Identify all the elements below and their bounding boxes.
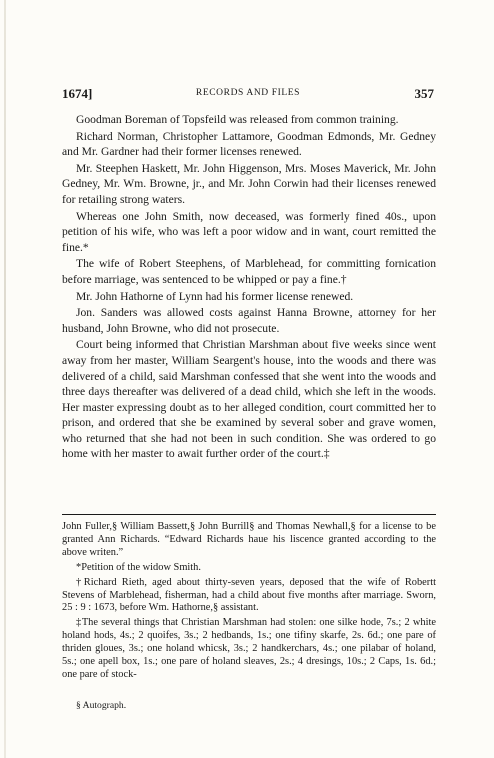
paragraph: Court being informed that Christian Marshman about five weeks since went away from her master, William Seargent's house, into the woods and there was delivered of a child, said Marshman confessed that she went into the woods and three days thereafter was delivered of a dead child, which she left in the woods. Her master expressing doubt as to her alleged condition, court committed her to prison, and ordered that she be examined by several sober and grave women, who returned that she had not been in such condition. She was ordered to go home with her master to await further order of the court.‡ (62, 338, 436, 461)
paragraph: Jon. Sanders was allowed costs against Hanna Browne, attorney for her husband, John Browne, who did not prosecute. (62, 306, 436, 335)
autograph-legend: § Autograph. (76, 700, 127, 711)
footnote: †Richard Rieth, aged about thirty-seven years, deposed that the wife of Robertt Stevens of Marblehead, fisherman, had a child about five months after marriage. Sworn, 25 : 9 : 1673, before Wm. Hathorne,§ assistant. (62, 576, 436, 614)
paragraph: Mr. John Hathorne of Lynn had his former license renewed. (76, 289, 354, 303)
running-header (62, 86, 434, 102)
footnote: John Fuller,§ William Bassett,§ John Burrill§ and Thomas Newhall,§ for a license to be granted Ann Richards. “Edward Richards haue his liscence granted according to the above writen.” (62, 521, 436, 558)
page-edge-shadow (4, 0, 6, 758)
footnote-divider (62, 514, 436, 515)
header-running-title: RECORDS AND FILES (195, 88, 301, 98)
main-text (62, 112, 436, 463)
paragraph: Richard Norman, Christopher Lattamore, Goodman Edmonds, Mr. Gedney and Mr. Gardner had their former licenses renewed. (62, 129, 436, 159)
footnote: *Petition of the widow Smith. (76, 561, 201, 573)
footnote: ‡The several things that Christian Marshman had stolen: one silke hode, 7s.; 2 white holand hods, 4s.; 2 quoifes, 3s.; 2 hedbands, 1s.; one tifiny skarfe, 2s. 6d.; one pare of thriden gloues, 3s.; one holand whicsk, 3s.; 2 handkerchars, 4s.; one pilabar of holand, 5s.; one apell box, 1s.; one pare of holand sleaves, 2s.; 4 dresings, 10s.; 2 Caps, 1s. 6d.; one pare of stock- (62, 617, 436, 680)
paragraph: Mr. Steephen Haskett, Mr. John Higgenson, Mrs. Moses Maverick, Mr. John Gedney, Mr. Wm. Browne, jr., and Mr. John Corwin had their licenses renewed for retailing strong waters. (62, 161, 436, 206)
paragraph: The wife of Robert Steephens, of Marblehead, for committing fornication before marriage, was sentenced to be whipped or pay a fine.† (62, 257, 436, 286)
paragraph: Goodman Boreman of Topsfeild was released from common training. (76, 113, 399, 126)
footnotes (62, 521, 436, 684)
page-number: 357 (414, 86, 434, 101)
header-year: 1674] (62, 86, 93, 101)
paragraph: Whereas one John Smith, now deceased, was formerly fined 40s., upon petition of his wife, who was left a poor widow and in want, court remitted the fine.* (62, 209, 436, 254)
